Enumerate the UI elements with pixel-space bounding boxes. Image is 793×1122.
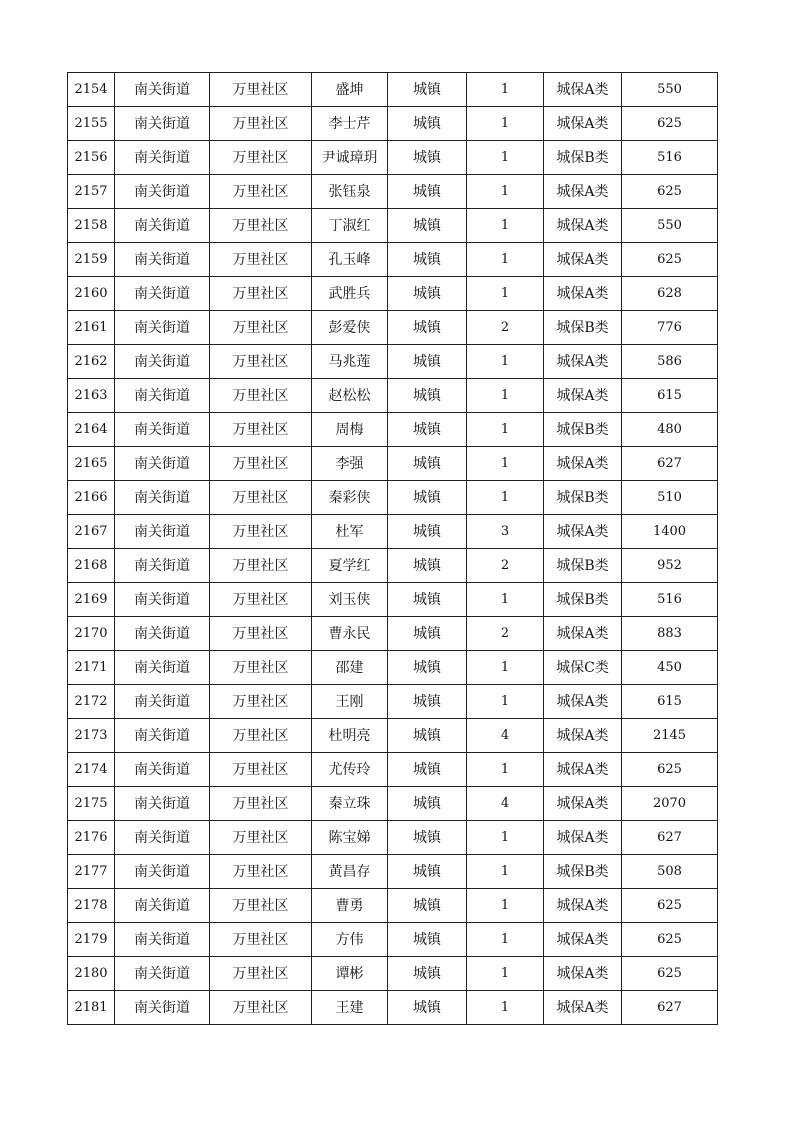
serial-number-cell: 2164 [68,413,115,447]
household-type-cell: 城镇 [388,107,467,141]
member-count-cell: 1 [467,821,544,855]
category-cell: 城保A类 [544,515,622,549]
amount-cell: 628 [622,277,718,311]
amount-cell: 625 [622,957,718,991]
member-count-cell: 1 [467,379,544,413]
roster-body [68,73,718,1025]
subdistrict-cell: 南关街道 [115,855,210,889]
community-cell: 万里社区 [210,685,312,719]
category-cell: 城保A类 [544,787,622,821]
category-cell: 城保A类 [544,73,622,107]
subdistrict-cell: 南关街道 [115,107,210,141]
name-cell: 谭彬 [312,957,388,991]
subdistrict-cell: 南关街道 [115,209,210,243]
community-cell: 万里社区 [210,141,312,175]
serial-number-cell: 2170 [68,617,115,651]
subdistrict-cell: 南关街道 [115,175,210,209]
community-cell: 万里社区 [210,447,312,481]
amount-cell: 627 [622,821,718,855]
name-cell: 尤传玲 [312,753,388,787]
serial-number-cell: 2159 [68,243,115,277]
amount-cell: 625 [622,175,718,209]
name-cell: 盛坤 [312,73,388,107]
name-cell: 黄昌存 [312,855,388,889]
community-cell: 万里社区 [210,787,312,821]
amount-cell: 2145 [622,719,718,753]
category-cell: 城保A类 [544,991,622,1025]
member-count-cell: 1 [467,855,544,889]
member-count-cell: 1 [467,583,544,617]
name-cell: 李士芹 [312,107,388,141]
member-count-cell: 1 [467,345,544,379]
category-cell: 城保A类 [544,889,622,923]
member-count-cell: 1 [467,209,544,243]
serial-number-cell: 2180 [68,957,115,991]
member-count-cell: 1 [467,753,544,787]
household-type-cell: 城镇 [388,209,467,243]
amount-cell: 625 [622,923,718,957]
household-type-cell: 城镇 [388,515,467,549]
subdistrict-cell: 南关街道 [115,583,210,617]
category-cell: 城保B类 [544,141,622,175]
household-type-cell: 城镇 [388,923,467,957]
category-cell: 城保A类 [544,277,622,311]
category-cell: 城保B类 [544,855,622,889]
name-cell: 方伟 [312,923,388,957]
category-cell: 城保A类 [544,209,622,243]
category-cell: 城保A类 [544,345,622,379]
subdistrict-cell: 南关街道 [115,923,210,957]
subdistrict-cell: 南关街道 [115,277,210,311]
household-type-cell: 城镇 [388,821,467,855]
table-row [68,855,718,889]
name-cell: 彭爱侠 [312,311,388,345]
household-type-cell: 城镇 [388,481,467,515]
name-cell: 马兆莲 [312,345,388,379]
household-type-cell: 城镇 [388,787,467,821]
community-cell: 万里社区 [210,991,312,1025]
serial-number-cell: 2168 [68,549,115,583]
amount-cell: 615 [622,685,718,719]
household-type-cell: 城镇 [388,991,467,1025]
serial-number-cell: 2160 [68,277,115,311]
member-count-cell: 4 [467,787,544,821]
member-count-cell: 1 [467,243,544,277]
amount-cell: 627 [622,991,718,1025]
member-count-cell: 1 [467,175,544,209]
community-cell: 万里社区 [210,311,312,345]
table-row [68,685,718,719]
household-type-cell: 城镇 [388,583,467,617]
table-row [68,957,718,991]
subdistrict-cell: 南关街道 [115,787,210,821]
table-row [68,719,718,753]
member-count-cell: 1 [467,685,544,719]
amount-cell: 1400 [622,515,718,549]
category-cell: 城保A类 [544,447,622,481]
community-cell: 万里社区 [210,209,312,243]
serial-number-cell: 2162 [68,345,115,379]
serial-number-cell: 2173 [68,719,115,753]
community-cell: 万里社区 [210,379,312,413]
community-cell: 万里社区 [210,481,312,515]
category-cell: 城保A类 [544,617,622,651]
name-cell: 武胜兵 [312,277,388,311]
name-cell: 丁淑红 [312,209,388,243]
name-cell: 张钰泉 [312,175,388,209]
household-type-cell: 城镇 [388,957,467,991]
community-cell: 万里社区 [210,515,312,549]
household-type-cell: 城镇 [388,175,467,209]
category-cell: 城保A类 [544,957,622,991]
subdistrict-cell: 南关街道 [115,685,210,719]
subdistrict-cell: 南关街道 [115,617,210,651]
member-count-cell: 1 [467,923,544,957]
serial-number-cell: 2154 [68,73,115,107]
member-count-cell: 1 [467,107,544,141]
name-cell: 王建 [312,991,388,1025]
community-cell: 万里社区 [210,583,312,617]
amount-cell: 516 [622,141,718,175]
subdistrict-cell: 南关街道 [115,141,210,175]
table-row [68,277,718,311]
category-cell: 城保A类 [544,685,622,719]
household-type-cell: 城镇 [388,345,467,379]
table-row [68,617,718,651]
amount-cell: 883 [622,617,718,651]
name-cell: 尹诚璋玥 [312,141,388,175]
community-cell: 万里社区 [210,243,312,277]
table-row [68,209,718,243]
subdistrict-cell: 南关街道 [115,413,210,447]
community-cell: 万里社区 [210,821,312,855]
community-cell: 万里社区 [210,107,312,141]
household-type-cell: 城镇 [388,549,467,583]
community-cell: 万里社区 [210,889,312,923]
amount-cell: 2070 [622,787,718,821]
subdistrict-cell: 南关街道 [115,821,210,855]
member-count-cell: 2 [467,617,544,651]
serial-number-cell: 2169 [68,583,115,617]
serial-number-cell: 2161 [68,311,115,345]
community-cell: 万里社区 [210,719,312,753]
name-cell: 邵建 [312,651,388,685]
table-row [68,345,718,379]
household-type-cell: 城镇 [388,311,467,345]
table-row [68,243,718,277]
household-type-cell: 城镇 [388,617,467,651]
subdistrict-cell: 南关街道 [115,991,210,1025]
subdistrict-cell: 南关街道 [115,549,210,583]
table-row [68,413,718,447]
amount-cell: 516 [622,583,718,617]
member-count-cell: 1 [467,73,544,107]
member-count-cell: 3 [467,515,544,549]
table-row [68,311,718,345]
table-row [68,651,718,685]
table-row [68,447,718,481]
subdistrict-cell: 南关街道 [115,447,210,481]
serial-number-cell: 2163 [68,379,115,413]
name-cell: 杜军 [312,515,388,549]
serial-number-cell: 2155 [68,107,115,141]
subdistrict-cell: 南关街道 [115,73,210,107]
amount-cell: 627 [622,447,718,481]
serial-number-cell: 2177 [68,855,115,889]
name-cell: 赵松松 [312,379,388,413]
table-row [68,73,718,107]
serial-number-cell: 2158 [68,209,115,243]
subdistrict-cell: 南关街道 [115,243,210,277]
table-row [68,175,718,209]
category-cell: 城保B类 [544,311,622,345]
amount-cell: 625 [622,107,718,141]
table-row [68,379,718,413]
name-cell: 刘玉侠 [312,583,388,617]
serial-number-cell: 2174 [68,753,115,787]
table-row [68,889,718,923]
serial-number-cell: 2178 [68,889,115,923]
name-cell: 夏学红 [312,549,388,583]
community-cell: 万里社区 [210,957,312,991]
serial-number-cell: 2166 [68,481,115,515]
household-type-cell: 城镇 [388,447,467,481]
subdistrict-cell: 南关街道 [115,379,210,413]
amount-cell: 550 [622,209,718,243]
member-count-cell: 2 [467,311,544,345]
household-type-cell: 城镇 [388,719,467,753]
name-cell: 曹勇 [312,889,388,923]
name-cell: 杜明亮 [312,719,388,753]
name-cell: 秦立珠 [312,787,388,821]
serial-number-cell: 2167 [68,515,115,549]
table-row [68,753,718,787]
amount-cell: 625 [622,753,718,787]
table-row [68,991,718,1025]
category-cell: 城保B类 [544,413,622,447]
household-type-cell: 城镇 [388,855,467,889]
member-count-cell: 1 [467,141,544,175]
category-cell: 城保B类 [544,481,622,515]
name-cell: 周梅 [312,413,388,447]
subdistrict-cell: 南关街道 [115,889,210,923]
category-cell: 城保A类 [544,379,622,413]
table-row [68,515,718,549]
serial-number-cell: 2172 [68,685,115,719]
table-row [68,821,718,855]
name-cell: 秦彩侠 [312,481,388,515]
community-cell: 万里社区 [210,175,312,209]
member-count-cell: 1 [467,991,544,1025]
amount-cell: 615 [622,379,718,413]
table-row [68,549,718,583]
community-cell: 万里社区 [210,73,312,107]
member-count-cell: 1 [467,651,544,685]
member-count-cell: 1 [467,957,544,991]
household-type-cell: 城镇 [388,277,467,311]
category-cell: 城保A类 [544,175,622,209]
community-cell: 万里社区 [210,855,312,889]
category-cell: 城保B类 [544,549,622,583]
community-cell: 万里社区 [210,617,312,651]
serial-number-cell: 2171 [68,651,115,685]
subdistrict-cell: 南关街道 [115,719,210,753]
subdistrict-cell: 南关街道 [115,311,210,345]
amount-cell: 510 [622,481,718,515]
household-type-cell: 城镇 [388,73,467,107]
household-type-cell: 城镇 [388,685,467,719]
amount-cell: 586 [622,345,718,379]
subdistrict-cell: 南关街道 [115,481,210,515]
serial-number-cell: 2175 [68,787,115,821]
table-row [68,923,718,957]
name-cell: 王刚 [312,685,388,719]
member-count-cell: 1 [467,481,544,515]
member-count-cell: 1 [467,413,544,447]
household-type-cell: 城镇 [388,651,467,685]
category-cell: 城保A类 [544,923,622,957]
amount-cell: 450 [622,651,718,685]
table-row [68,583,718,617]
table-row [68,141,718,175]
name-cell: 李强 [312,447,388,481]
category-cell: 城保A类 [544,243,622,277]
community-cell: 万里社区 [210,345,312,379]
amount-cell: 776 [622,311,718,345]
name-cell: 陈宝娣 [312,821,388,855]
table-row [68,107,718,141]
amount-cell: 508 [622,855,718,889]
subdistrict-cell: 南关街道 [115,515,210,549]
category-cell: 城保C类 [544,651,622,685]
subdistrict-cell: 南关街道 [115,651,210,685]
household-type-cell: 城镇 [388,413,467,447]
category-cell: 城保B类 [544,583,622,617]
subdistrict-cell: 南关街道 [115,345,210,379]
community-cell: 万里社区 [210,651,312,685]
category-cell: 城保A类 [544,821,622,855]
name-cell: 孔玉峰 [312,243,388,277]
serial-number-cell: 2165 [68,447,115,481]
amount-cell: 550 [622,73,718,107]
serial-number-cell: 2157 [68,175,115,209]
household-type-cell: 城镇 [388,379,467,413]
serial-number-cell: 2179 [68,923,115,957]
category-cell: 城保A类 [544,753,622,787]
subdistrict-cell: 南关街道 [115,957,210,991]
amount-cell: 625 [622,889,718,923]
table-row [68,481,718,515]
serial-number-cell: 2156 [68,141,115,175]
category-cell: 城保A类 [544,107,622,141]
table-row [68,787,718,821]
community-cell: 万里社区 [210,753,312,787]
amount-cell: 952 [622,549,718,583]
member-count-cell: 1 [467,889,544,923]
subdistrict-cell: 南关街道 [115,753,210,787]
category-cell: 城保A类 [544,719,622,753]
serial-number-cell: 2176 [68,821,115,855]
household-type-cell: 城镇 [388,753,467,787]
household-type-cell: 城镇 [388,141,467,175]
member-count-cell: 1 [467,447,544,481]
amount-cell: 480 [622,413,718,447]
name-cell: 曹永民 [312,617,388,651]
household-type-cell: 城镇 [388,243,467,277]
community-cell: 万里社区 [210,277,312,311]
community-cell: 万里社区 [210,923,312,957]
serial-number-cell: 2181 [68,991,115,1025]
amount-cell: 625 [622,243,718,277]
roster-table [67,72,718,1025]
community-cell: 万里社区 [210,413,312,447]
member-count-cell: 4 [467,719,544,753]
member-count-cell: 2 [467,549,544,583]
member-count-cell: 1 [467,277,544,311]
household-type-cell: 城镇 [388,889,467,923]
community-cell: 万里社区 [210,549,312,583]
